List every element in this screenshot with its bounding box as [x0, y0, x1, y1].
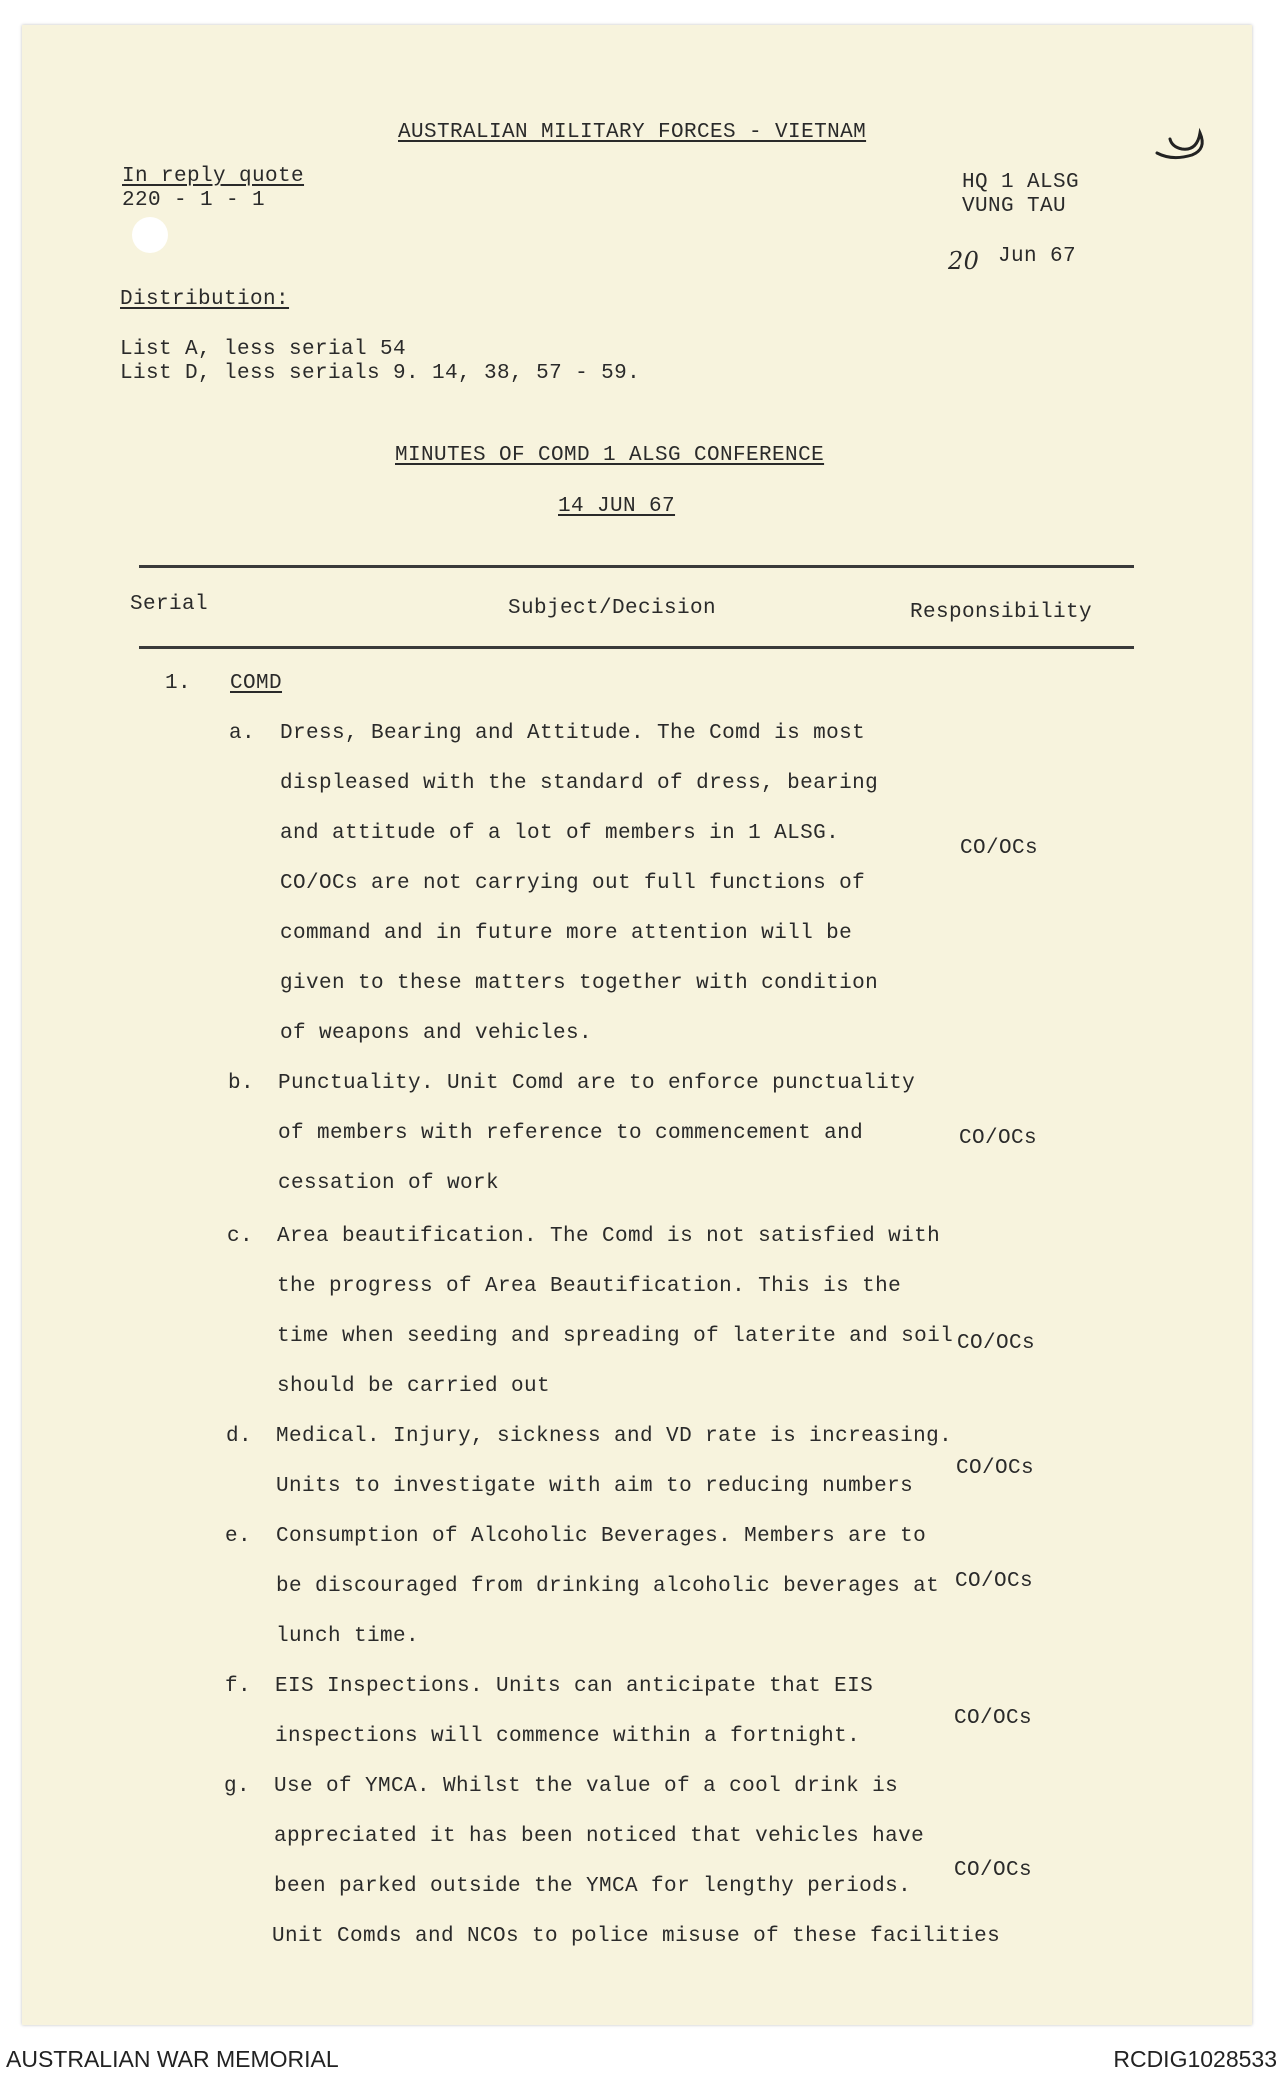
section-title: COMD	[230, 672, 283, 695]
item-letter: a.	[229, 722, 256, 745]
item-responsibility: CO/OCs	[959, 1127, 1038, 1150]
item-letter: e.	[225, 1525, 252, 1548]
item-letter: b.	[228, 1072, 255, 1095]
item-letter: d.	[226, 1425, 253, 1448]
item-line: EIS Inspections. Units can anticipate that EIS	[275, 1675, 874, 1698]
table-header-rule	[139, 646, 1134, 649]
section-number: 1.	[165, 672, 192, 695]
item-line: of weapons and vehicles.	[280, 1022, 593, 1045]
item-line: Punctuality. Unit Comd are to enforce punctuality	[278, 1072, 916, 1095]
item-responsibility: CO/OCs	[956, 1457, 1035, 1480]
item-letter: g.	[224, 1775, 251, 1798]
reply-quote-number: 220 - 1 - 1	[122, 189, 266, 212]
item-line: and attitude of a lot of members in 1 ALSG.	[280, 822, 840, 845]
footer-source: AUSTRALIAN WAR MEMORIAL	[6, 2046, 339, 2072]
item-line: Unit Comds and NCOs to police misuse of these facilities	[272, 1925, 1001, 1948]
item-responsibility: CO/OCs	[954, 1707, 1033, 1730]
document-title: AUSTRALIAN MILITARY FORCES - VIETNAM	[398, 121, 867, 144]
item-line: CO/OCs are not carrying out full functions of	[280, 872, 866, 895]
item-line: cessation of work	[278, 1172, 500, 1195]
item-line: the progress of Area Beautification. This is the	[277, 1275, 902, 1298]
item-line: Consumption of Alcoholic Beverages. Members are to	[276, 1525, 927, 1548]
distribution-label: Distribution:	[120, 288, 290, 311]
hq-line2: VUNG TAU	[962, 195, 1067, 218]
item-line: Use of YMCA. Whilst the value of a cool drink is	[274, 1775, 899, 1798]
distribution-line: List A, less serial 54	[120, 338, 407, 361]
item-line: appreciated it has been noticed that vehicles have	[274, 1825, 925, 1848]
table-top-rule	[139, 565, 1134, 568]
item-line: time when seeding and spreading of laterite and soil	[277, 1325, 954, 1348]
document-page	[22, 25, 1252, 2025]
item-responsibility: CO/OCs	[954, 1859, 1033, 1882]
date-typed: Jun 67	[998, 245, 1077, 268]
punch-hole	[132, 217, 168, 253]
item-letter: c.	[227, 1225, 254, 1248]
item-line: inspections will commence within a fortnight.	[275, 1725, 861, 1748]
minutes-date: 14 JUN 67	[558, 495, 676, 518]
item-responsibility: CO/OCs	[957, 1332, 1036, 1355]
item-line: of members with reference to commencement and	[278, 1122, 864, 1145]
item-line: Medical. Injury, sickness and VD rate is increasing.	[276, 1425, 953, 1448]
item-letter: f.	[225, 1675, 252, 1698]
column-header-responsibility: Responsibility	[910, 601, 1093, 624]
item-line: Units to investigate with aim to reducing numbers	[276, 1475, 914, 1498]
distribution-line: List D, less serials 9. 14, 38, 57 - 59.	[120, 362, 641, 385]
hq-line1: HQ 1 ALSG	[962, 171, 1080, 194]
item-responsibility: CO/OCs	[960, 837, 1039, 860]
column-header-subject: Subject/Decision	[508, 597, 717, 620]
minutes-title: MINUTES OF COMD 1 ALSG CONFERENCE	[395, 444, 825, 467]
item-line: lunch time.	[276, 1625, 420, 1648]
item-responsibility: CO/OCs	[955, 1570, 1034, 1593]
handwritten-mark-icon	[1152, 121, 1212, 171]
item-line: command and in future more attention will be	[280, 922, 853, 945]
item-line: should be carried out	[277, 1375, 551, 1398]
item-line: Area beautification. The Comd is not satisfied with	[277, 1225, 941, 1248]
item-line: be discouraged from drinking alcoholic beverages at	[276, 1575, 940, 1598]
item-line: displeased with the standard of dress, bearing	[280, 772, 879, 795]
footer-record-id: RCDIG1028533	[1113, 2046, 1277, 2072]
reply-quote-label: In reply quote	[122, 165, 305, 188]
item-line: given to these matters together with condition	[280, 972, 879, 995]
item-line: been parked outside the YMCA for lengthy periods.	[274, 1875, 912, 1898]
date-handwritten: 20	[948, 247, 980, 275]
item-line: Dress, Bearing and Attitude. The Comd is most	[280, 722, 866, 745]
column-header-serial: Serial	[130, 593, 209, 616]
